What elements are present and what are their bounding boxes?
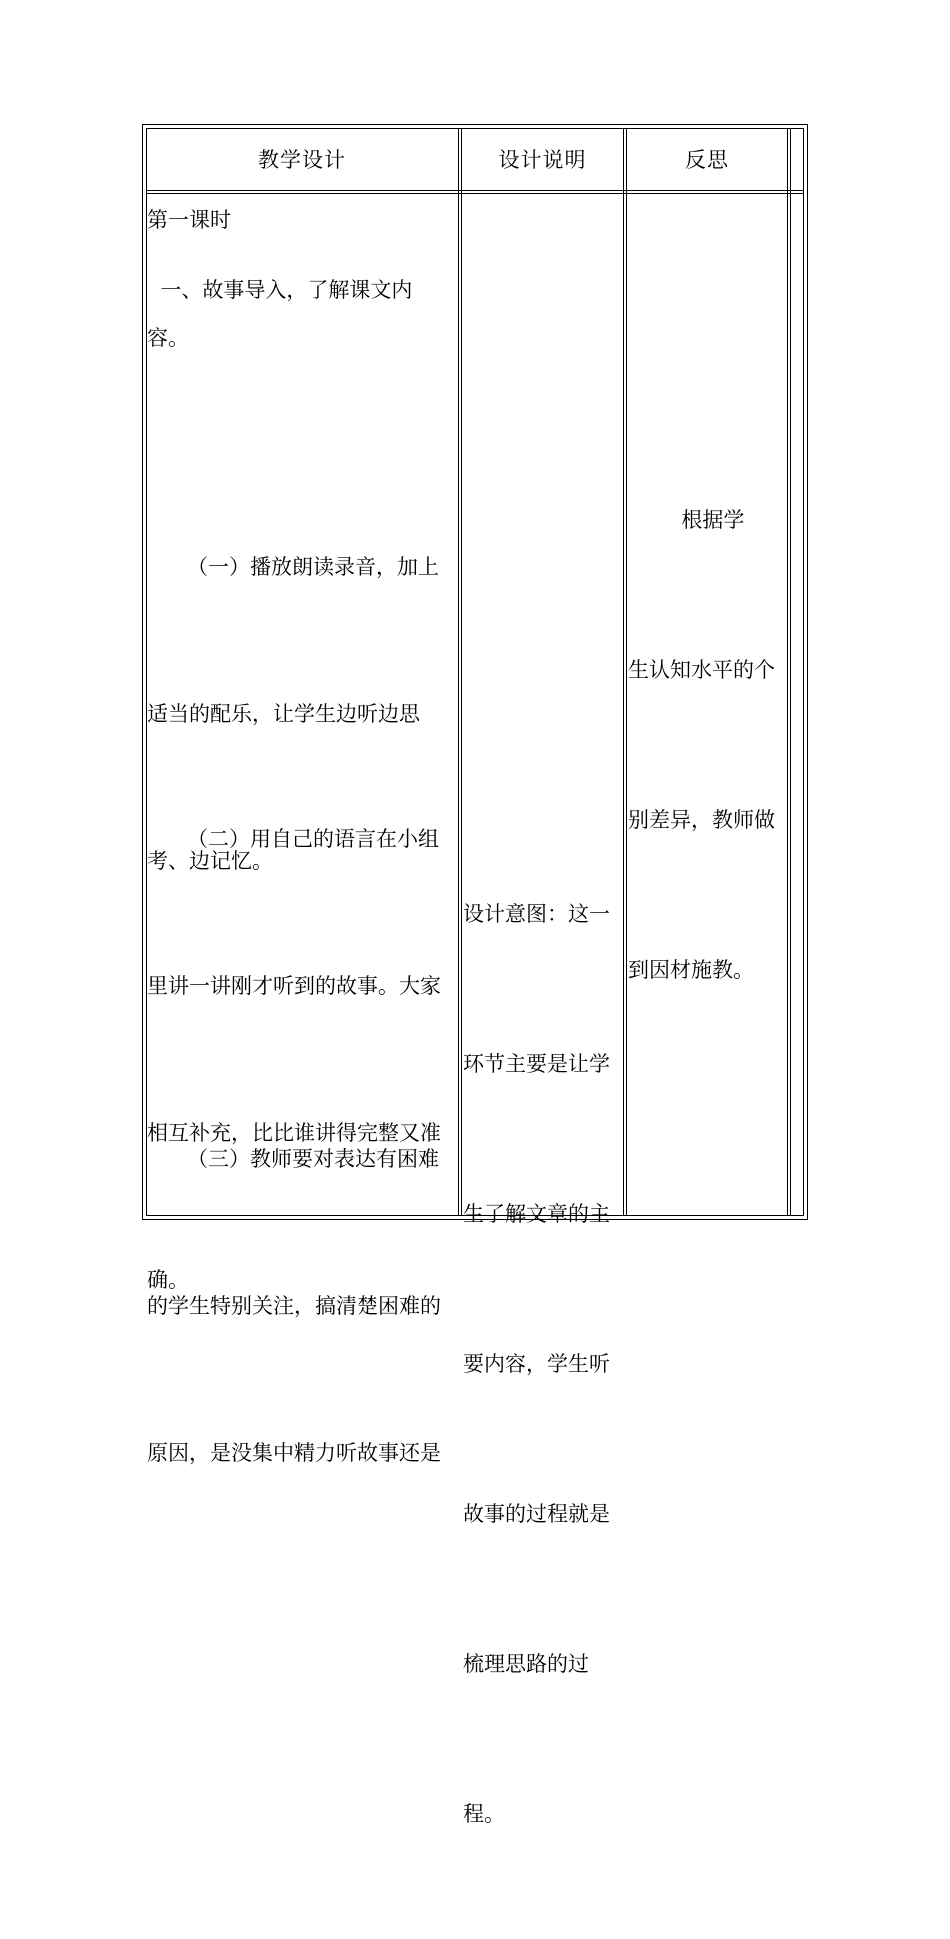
design-intent-notes — [463, 789, 610, 1939]
lesson-title: 第一课时 — [147, 208, 231, 232]
design-note-line: 生了解文章的主 — [463, 1202, 610, 1226]
reflection-line: 根据学 — [628, 508, 745, 532]
paragraph-2-line: 确。 — [147, 1268, 189, 1292]
design-note-line: 要内容，学生听 — [463, 1352, 610, 1376]
paragraph-1-line: 适当的配乐，让学生边听边思 — [147, 702, 420, 726]
reflection-line: 到因材施教。 — [628, 958, 754, 982]
col-divider-2a — [623, 128, 624, 1216]
paragraph-2-line: 里讲一讲刚才听到的故事。大家 — [147, 974, 441, 998]
design-note-line: 环节主要是让学 — [463, 1052, 610, 1076]
reflection-line: 生认知水平的个 — [628, 658, 775, 682]
col-divider-1b — [461, 128, 462, 1216]
header-divider-bottom — [146, 193, 804, 194]
col-divider-3a — [787, 128, 788, 1216]
design-note-line: 设计意图：这一 — [463, 902, 610, 926]
header-reflection: 反思 — [685, 148, 729, 172]
paragraph-3 — [147, 1037, 441, 1576]
design-note-line: 程。 — [463, 1802, 505, 1826]
paragraph-1-line: （一）播放朗读录音，加上 — [147, 555, 440, 579]
header-design-notes: 设计说明 — [498, 148, 587, 172]
reflection-line: 别差异，教师做 — [628, 808, 775, 832]
header-teaching-design: 教学设计 — [258, 148, 346, 172]
paragraph-1-line: 考、边记忆。 — [147, 849, 273, 873]
col-divider-1a — [458, 128, 459, 1216]
reflection-notes — [628, 395, 775, 1095]
paragraph-3-line: 原因，是没集中精力听故事还是 — [147, 1441, 441, 1465]
header-divider-top — [146, 190, 804, 191]
col-divider-2b — [626, 128, 627, 1216]
col-divider-3b — [790, 128, 791, 1216]
section-1-heading-line2: 容。 — [147, 326, 189, 350]
section-1-heading-line1: 一、故事导入，了解课文内 — [147, 278, 413, 302]
paragraph-3-line: 的学生特别关注，搞清楚困难的 — [147, 1294, 441, 1318]
paragraph-2-line: （二）用自己的语言在小组 — [147, 827, 440, 851]
paragraph-2-line: 相互补充，比比谁讲得完整又准 — [147, 1121, 441, 1145]
design-note-line: 故事的过程就是 — [463, 1502, 610, 1526]
paragraph-3-line: （三）教师要对表达有困难 — [147, 1147, 440, 1171]
design-note-line: 梳理思路的过 — [463, 1652, 589, 1676]
